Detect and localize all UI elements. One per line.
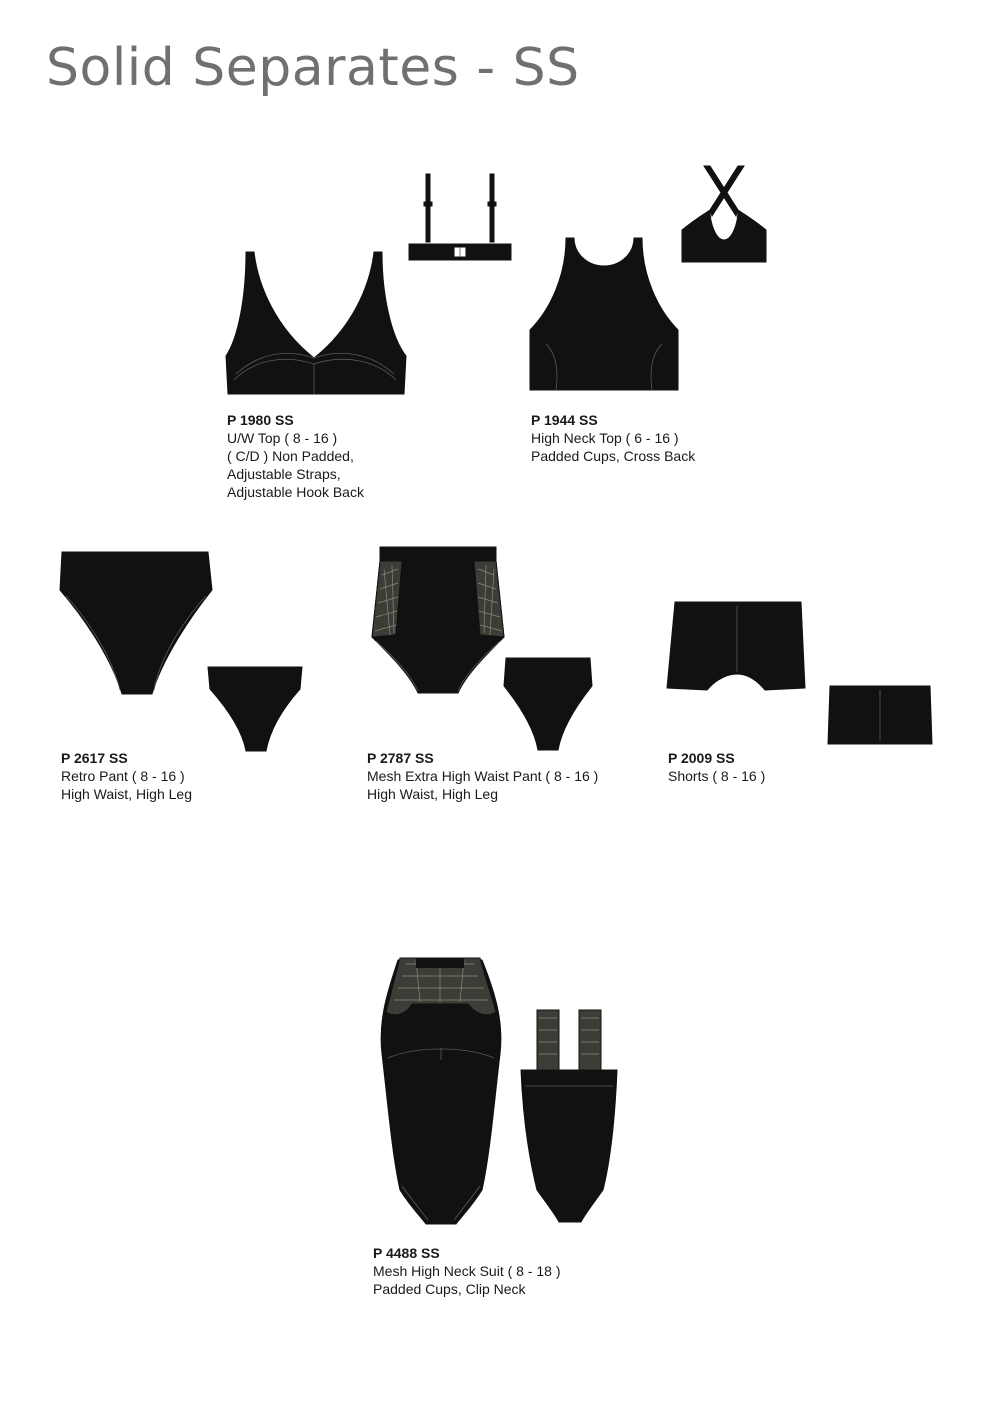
product-code: P 2617 SS [61, 750, 128, 766]
shorts-back-sketch [826, 684, 934, 748]
product-code: P 4488 SS [373, 1245, 440, 1261]
page-title: Solid Separates - SS [46, 38, 580, 98]
product-code: P 2787 SS [367, 750, 434, 766]
product-card-p2617 [61, 749, 192, 803]
mesh-suit-front-sketch [376, 954, 506, 1226]
product-desc-line: ( C/D ) Non Padded, [227, 448, 354, 464]
uw-top-front-sketch [224, 248, 408, 398]
product-desc-line: Padded Cups, Cross Back [531, 448, 696, 464]
product-desc-line: Mesh Extra High Waist Pant ( 8 - 16 ) [367, 768, 599, 784]
product-card-p2787 [367, 749, 598, 803]
product-code: P 1944 SS [531, 412, 598, 428]
mesh-pant-front-sketch [366, 545, 510, 695]
product-card-p2009 [668, 749, 765, 785]
product-desc-line: High Neck Top ( 6 - 16 ) [531, 430, 679, 446]
product-code: P 2009 SS [668, 750, 735, 766]
product-desc-line: High Waist, High Leg [61, 786, 192, 802]
product-desc-line: Mesh High Neck Suit ( 8 - 18 ) [373, 1263, 561, 1279]
high-neck-top-front-sketch [528, 236, 680, 392]
product-desc-line: Adjustable Hook Back [227, 484, 364, 500]
product-card-p1944 [531, 411, 695, 465]
retro-pant-front-sketch [58, 550, 214, 696]
product-desc-line: Shorts ( 8 - 16 ) [668, 768, 766, 784]
product-desc-line: Padded Cups, Clip Neck [373, 1281, 526, 1297]
product-desc-line: High Waist, High Leg [367, 786, 498, 802]
mesh-pant-back-sketch [502, 656, 594, 752]
mesh-suit-back-sketch [519, 1008, 619, 1226]
uw-top-back-sketch [407, 172, 513, 262]
product-card-p1980 [227, 411, 364, 501]
product-card-p4488 [373, 1244, 561, 1298]
product-desc-line: Adjustable Straps, [227, 466, 341, 482]
shorts-front-sketch [665, 600, 807, 696]
product-desc-line: Retro Pant ( 8 - 16 ) [61, 768, 185, 784]
high-neck-top-back-sketch [680, 164, 768, 264]
retro-pant-back-sketch [206, 665, 304, 753]
product-desc-line: U/W Top ( 8 - 16 ) [227, 430, 338, 446]
product-code: P 1980 SS [227, 412, 294, 428]
